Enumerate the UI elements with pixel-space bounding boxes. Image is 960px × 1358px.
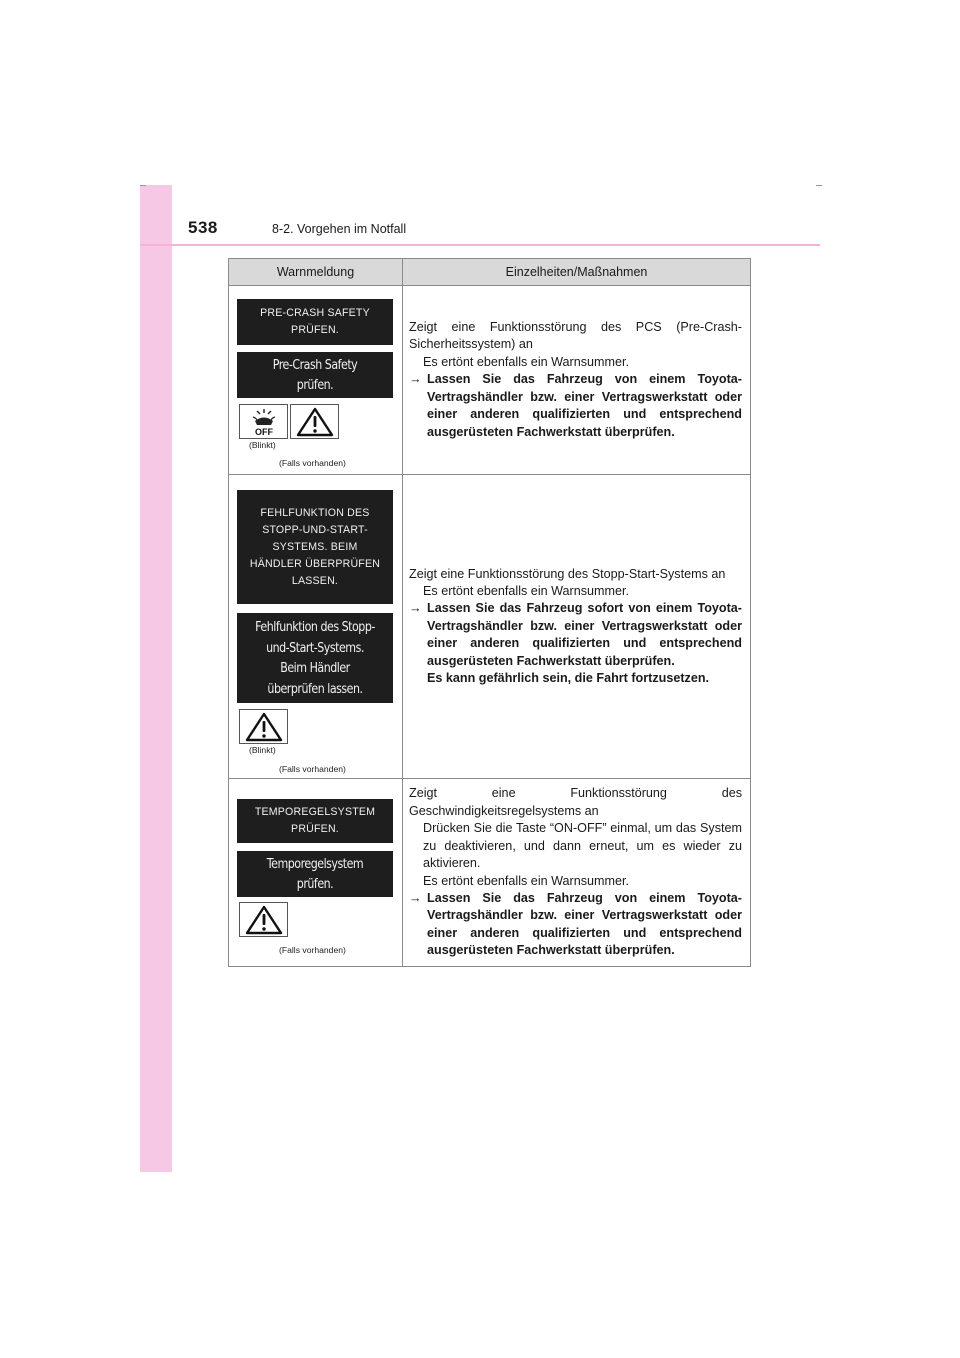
details-action: → Lassen Sie das Fahrzeug von einem Toyota-Vertragshändler bzw. einer Vertragswerkstatt oder einer anderen qualifizierten und entsprechend ausgerüsteten Fachwerkstatt überprüfen. [409, 890, 742, 958]
warning-triangle-icon [290, 404, 339, 439]
details-lead: Zeigt eine Funktionsstörung des Geschwindigkeitsregelsystems an [409, 786, 742, 818]
warning-display-cell [229, 779, 403, 967]
pcs-off-icon [239, 404, 288, 439]
crop-mark [140, 185, 146, 186]
availability-note: (Falls vorhanden) [279, 945, 346, 955]
details-cell [403, 286, 751, 475]
lcd-message-uppercase: TEMPOREGELSYSTEM PRÜFEN. [237, 799, 393, 843]
lcd-message-mixed: Pre-Crash Safety prüfen. [237, 352, 393, 398]
svg-text:OFF: OFF [254, 426, 273, 437]
blink-note: (Blinkt) [249, 440, 276, 450]
details-lead: Zeigt eine Funktionsstörung des Stopp-Start-Systems an [409, 566, 726, 581]
arrow-icon: → [409, 890, 422, 905]
column-header-warning: Warnmeldung [229, 259, 403, 286]
warning-messages-table [228, 258, 751, 967]
page-number: 538 [188, 218, 218, 237]
details-cell [403, 779, 751, 967]
details-action-extra: Es kann gefährlich sein, die Fahrt fortzusetzen. [427, 671, 710, 686]
blink-note: (Blinkt) [249, 745, 276, 755]
details-action: → Lassen Sie das Fahrzeug von einem Toyota-Vertragshändler bzw. einer Vertragswerkstatt oder einer anderen qualifizierten und entsprechend ausgerüsteten Fachwerkstatt überprüfen. [409, 372, 742, 439]
details-sub: Es ertönt ebenfalls ein Warnsummer. [423, 873, 630, 888]
warning-triangle-icon [239, 709, 288, 744]
column-header-details: Einzelheiten/Maßnahmen [403, 259, 751, 286]
lcd-message-uppercase: FEHLFUNKTION DES STOPP-UND-START-SYSTEMS. BEIM HÄNDLER ÜBERPRÜFEN LASSEN. [237, 490, 393, 604]
lcd-message-uppercase: PRE-CRASH SAFETY PRÜFEN. [237, 299, 393, 345]
arrow-icon: → [409, 372, 422, 387]
arrow-icon: → [409, 601, 422, 616]
details-action: → Lassen Sie das Fahrzeug sofort von einem Toyota-Vertragshändler bzw. einer Vertragswerkstatt oder einer anderen qualifizierten und entsprechend ausgerüsteten Fachwerkstatt überprüfen. [409, 601, 742, 668]
details-sub: Es ertönt ebenfalls ein Warnsummer. [423, 354, 630, 369]
details-lead: Zeigt eine Funktionsstörung des PCS (Pre-Crash-Sicherheitssystem) an [409, 320, 742, 352]
chapter-side-bar [140, 185, 172, 1172]
details-sub: Es ertönt ebenfalls ein Warnsummer. [423, 583, 630, 598]
table-row [229, 286, 751, 475]
details-sub: Drücken Sie die Taste “ON-OFF” einmal, um das System zu deaktivieren, und dann erneut, um es wieder zu aktivieren. [423, 821, 742, 871]
header-divider [140, 244, 820, 246]
warning-triangle-icon [239, 902, 288, 937]
availability-note: (Falls vorhanden) [279, 764, 346, 774]
table-header-row [229, 259, 751, 286]
crop-mark [816, 185, 822, 186]
warning-display-cell [229, 286, 403, 475]
section-title: 8-2. Vorgehen im Notfall [272, 222, 407, 236]
warning-display-cell [229, 475, 403, 779]
lcd-message-mixed: Temporegelsystem prüfen. [237, 851, 393, 897]
availability-note: (Falls vorhanden) [279, 458, 346, 468]
lcd-message-mixed: Fehlfunktion des Stopp-und-Start-Systems. Beim Händler überprüfen lassen. [237, 613, 393, 703]
table-row [229, 779, 751, 967]
details-cell [403, 475, 751, 779]
table-row [229, 475, 751, 779]
